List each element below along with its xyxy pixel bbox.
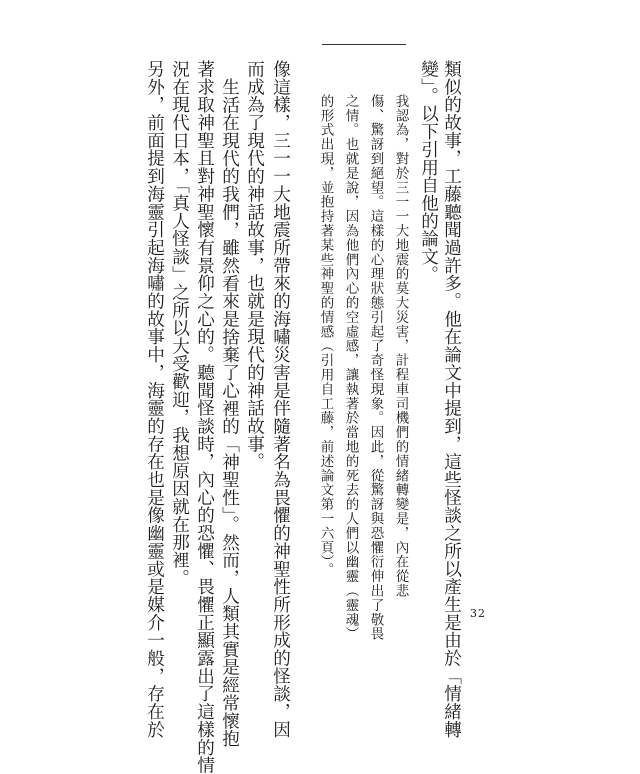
quote-line-2: 傷、驚訝到絕望。這樣的心理狀態引起了奇怪現象。因此，從驚訝與恐懼衍伸出了敬畏: [367, 94, 384, 642]
body-line-5: 況在現代日本，「真人怪談」之所以大受歡迎，我想原因就在那裡。: [169, 60, 190, 587]
body-line-1: 像這樣，三一一大地震所帶來的海嘯災害是伴隨著名為畏懼的神聖性所形成的怪談，因: [270, 60, 291, 739]
body-line-2: 而成為了現代的神話故事，也就是現代的神話故事。: [244, 60, 265, 471]
quote-line-4: 的形式出現，並抱持著某些神聖的情感（引用自工藤，前述論文第一六頁）。: [317, 94, 334, 577]
body-line-6: 另外，前面提到海靈引起海嘯的故事中，海靈的存在也是像幽靈或是媒介一般，存在於: [144, 60, 165, 739]
quote-line-1: 我認為，對於三一一大地震的莫大災害，計程車司機們的情緒轉變是，內在從悲: [392, 94, 409, 598]
quote-divider: [322, 44, 406, 45]
intro-line-2: 變」。以下引用自他的論文。: [418, 60, 439, 284]
body-line-3: 生活在現代的我們，雖然看來是捨棄了心裡的「神聖性」。然而，人類其實是經常懷抱: [219, 78, 240, 748]
page-number: 32: [470, 607, 486, 620]
intro-line-1: 類似的故事，工藤聽聞過許多。他在論文中提到，這些怪談之所以產生是由於「情緒轉: [441, 60, 462, 739]
quote-line-3: 之情。也就是說，因為他們內心的空虛感，讓執著於當地的死去的人們以幽靈（靈魂）: [342, 94, 359, 642]
body-line-4: 著求取神聖且對神聖懷有景仰之心的。聽聞怪談時，內心的恐懼、畏懼正顯露出了這樣的情: [194, 60, 215, 774]
